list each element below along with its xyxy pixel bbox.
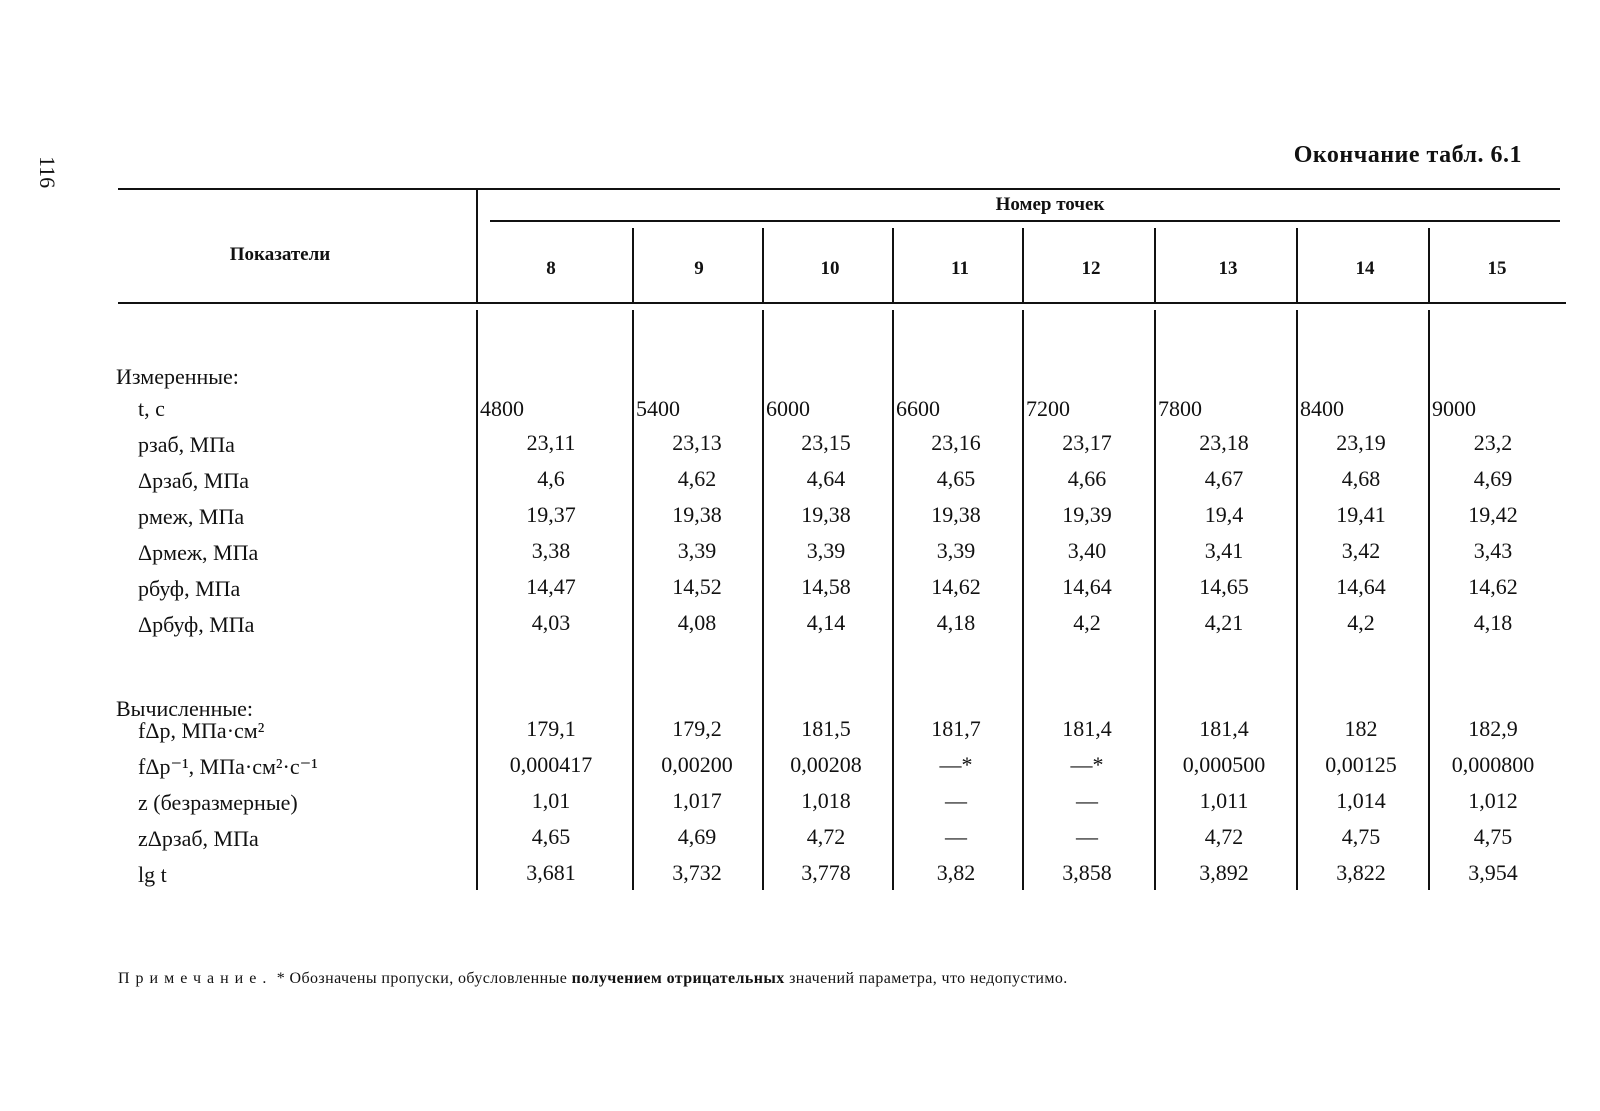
table-cell: 3,822 (1336, 860, 1386, 885)
row-label: fΔp⁻¹, МПа·см²·с⁻¹ (138, 754, 318, 779)
table-cell: 3,892 (1199, 860, 1249, 885)
table-cell: 179,2 (672, 716, 722, 741)
table-cell: 23,13 (672, 430, 722, 455)
table-cell: 4,18 (936, 610, 976, 635)
table-cell: 4,68 (1341, 466, 1381, 491)
table-cell: 182 (1344, 716, 1378, 741)
table-cell: 4,72 (1204, 824, 1244, 849)
row-label: Δpзаб, МПа (138, 468, 250, 493)
point-header-13: 13 (1218, 258, 1238, 279)
points-group-header: Номер точек (995, 194, 1105, 215)
table-cell: 3,41 (1204, 538, 1244, 563)
table-cell: 4,2 (1073, 610, 1101, 635)
table-cell: 19,4 (1204, 502, 1244, 527)
table-cell: 23,17 (1062, 430, 1112, 455)
table-cell: 3,39 (936, 538, 976, 563)
table-cell: 4,69 (677, 824, 717, 849)
table-cell: 4,64 (806, 466, 846, 491)
table-cell: 181,4 (1199, 716, 1249, 741)
header-column-separator (1154, 228, 1156, 302)
table-cell: 4,69 (1473, 466, 1513, 491)
point-header-11: 11 (951, 258, 969, 279)
table-cell: 1,017 (672, 788, 722, 813)
note-title: Примечание. (118, 970, 273, 987)
row-label: Δpбуф, МПа (138, 612, 255, 637)
indicators-header: Показатели (229, 244, 331, 265)
table-cell: —* (1070, 752, 1104, 777)
table-cell: 181,7 (931, 716, 981, 741)
table-cell: 4,72 (806, 824, 846, 849)
table-cell: 14,62 (1468, 574, 1518, 599)
table-cell: 179,1 (526, 716, 576, 741)
table-cell: 0,00125 (1325, 752, 1397, 777)
row-label: pмеж, МПа (138, 504, 245, 529)
point-header-14: 14 (1355, 258, 1375, 279)
table-cell: 19,38 (672, 502, 722, 527)
table-cell: 19,39 (1062, 502, 1112, 527)
table-cell: 14,64 (1062, 574, 1112, 599)
header-column-separator (762, 228, 764, 302)
page-number: 116 (35, 156, 60, 189)
table-cell: 4,03 (531, 610, 571, 635)
header-column-separator (1296, 228, 1298, 302)
table-cell: 9000 (1432, 396, 1476, 421)
note-text-end: значений параметра, что недопустимо. (789, 970, 1068, 987)
table-cell: 14,47 (526, 574, 576, 599)
table-cell: 1,011 (1199, 788, 1249, 813)
table-cell: 4,21 (1204, 610, 1244, 635)
point-header-15: 15 (1487, 258, 1507, 279)
table-cell: 3,43 (1473, 538, 1513, 563)
table-cell: 4,08 (677, 610, 717, 635)
table-cell: 14,64 (1336, 574, 1386, 599)
table-cell: 3,732 (672, 860, 722, 885)
table-cell: — (945, 788, 967, 813)
table-cell: 14,58 (801, 574, 851, 599)
table-cell: 181,5 (801, 716, 851, 741)
table-cell: 19,42 (1468, 502, 1518, 527)
table-cell: 6600 (896, 396, 940, 421)
table-cell: 0,000417 (509, 752, 593, 777)
note-text-start: * Обозначены пропуски, обусловленные (276, 970, 568, 987)
table-cell: 4,67 (1204, 466, 1244, 491)
table-cell: 3,40 (1067, 538, 1107, 563)
table-cell: 4,65 (531, 824, 571, 849)
table-cell: 14,65 (1199, 574, 1249, 599)
table-cell: 4,62 (677, 466, 717, 491)
table-cell: 1,012 (1468, 788, 1518, 813)
table-cell: 23,11 (526, 430, 576, 455)
table-cell: —* (939, 752, 973, 777)
table-cell: 4,6 (537, 466, 565, 491)
table-cell: 4,65 (936, 466, 976, 491)
table-cell: 4,2 (1347, 610, 1375, 635)
row-label: Δpмеж, МПа (138, 540, 259, 565)
table-cell: 6000 (766, 396, 810, 421)
table-cell: 182,9 (1468, 716, 1518, 741)
point-header-12: 12 (1081, 258, 1101, 279)
table-cell: 5400 (636, 396, 680, 421)
table-cell: 3,82 (936, 860, 976, 885)
table-cell: 7800 (1158, 396, 1202, 421)
table-cell: 3,681 (526, 860, 576, 885)
table-cell: 19,38 (801, 502, 851, 527)
table-cell: 4800 (480, 396, 524, 421)
header-column-separator (476, 190, 478, 302)
header-column-separator (892, 228, 894, 302)
table-cell: 3,38 (531, 538, 571, 563)
table-cell: 3,954 (1468, 860, 1518, 885)
header-column-separator (1428, 228, 1430, 302)
row-label: lg t (138, 862, 167, 887)
table-cell: 7200 (1026, 396, 1070, 421)
table-cell: 4,18 (1473, 610, 1513, 635)
table-cell: 1,014 (1336, 788, 1386, 813)
table-cell: 19,41 (1336, 502, 1386, 527)
table-cell: 3,858 (1062, 860, 1112, 885)
table-cell: 14,52 (672, 574, 722, 599)
table-cell: 0,00200 (661, 752, 733, 777)
table-cell: 1,01 (531, 788, 571, 813)
table-cell: 23,16 (931, 430, 981, 455)
header-column-separator (1022, 228, 1024, 302)
table-cell: 0,000800 (1451, 752, 1535, 777)
row-label: zΔpзаб, МПа (138, 826, 259, 851)
group-measured: Измеренные: (116, 364, 239, 389)
row-label: z (безразмерные) (138, 790, 298, 815)
row-label: t, с (138, 396, 165, 421)
header-column-separator (632, 228, 634, 302)
table-cell: 23,19 (1336, 430, 1386, 455)
table-cell: 23,18 (1199, 430, 1249, 455)
table-cell: 0,00208 (790, 752, 862, 777)
table-cell: 3,778 (801, 860, 851, 885)
group-calculated: Вычисленные: (116, 696, 254, 721)
point-header-10: 10 (820, 258, 840, 279)
table-cell: 4,66 (1067, 466, 1107, 491)
table-note (118, 970, 1068, 988)
table-caption: Окончание табл. 6.1 (1293, 142, 1522, 168)
row-label: pбуф, МПа (138, 576, 241, 601)
table-cell: 4,14 (806, 610, 846, 635)
table-cell: 14,62 (931, 574, 981, 599)
row-label: pзаб, МПа (138, 432, 235, 457)
point-header-8: 8 (546, 258, 556, 279)
top-rule (118, 188, 1560, 190)
table-cell: 23,15 (801, 430, 851, 455)
table-cell: — (1076, 788, 1098, 813)
table-cell: 19,38 (931, 502, 981, 527)
header-bottom-rule (118, 302, 1566, 304)
table-cell: 8400 (1300, 396, 1344, 421)
table-cell: 3,42 (1341, 538, 1381, 563)
table-cell: 3,39 (806, 538, 846, 563)
table-cell: — (1076, 824, 1098, 849)
points-group-rule (490, 220, 1560, 222)
point-header-9: 9 (694, 258, 704, 279)
table-cell: 19,37 (526, 502, 576, 527)
table-cell: 23,2 (1473, 430, 1513, 455)
table-cell: 3,39 (677, 538, 717, 563)
note-text-bold: получением отрицательных (571, 970, 785, 987)
table-cell: 181,4 (1062, 716, 1112, 741)
table-cell: 4,75 (1341, 824, 1381, 849)
table-cell: — (945, 824, 967, 849)
table-cell: 4,75 (1473, 824, 1513, 849)
table-cell: 1,018 (801, 788, 851, 813)
table-cell: 0,000500 (1182, 752, 1266, 777)
row-label: fΔp, МПа·см² (138, 718, 265, 743)
